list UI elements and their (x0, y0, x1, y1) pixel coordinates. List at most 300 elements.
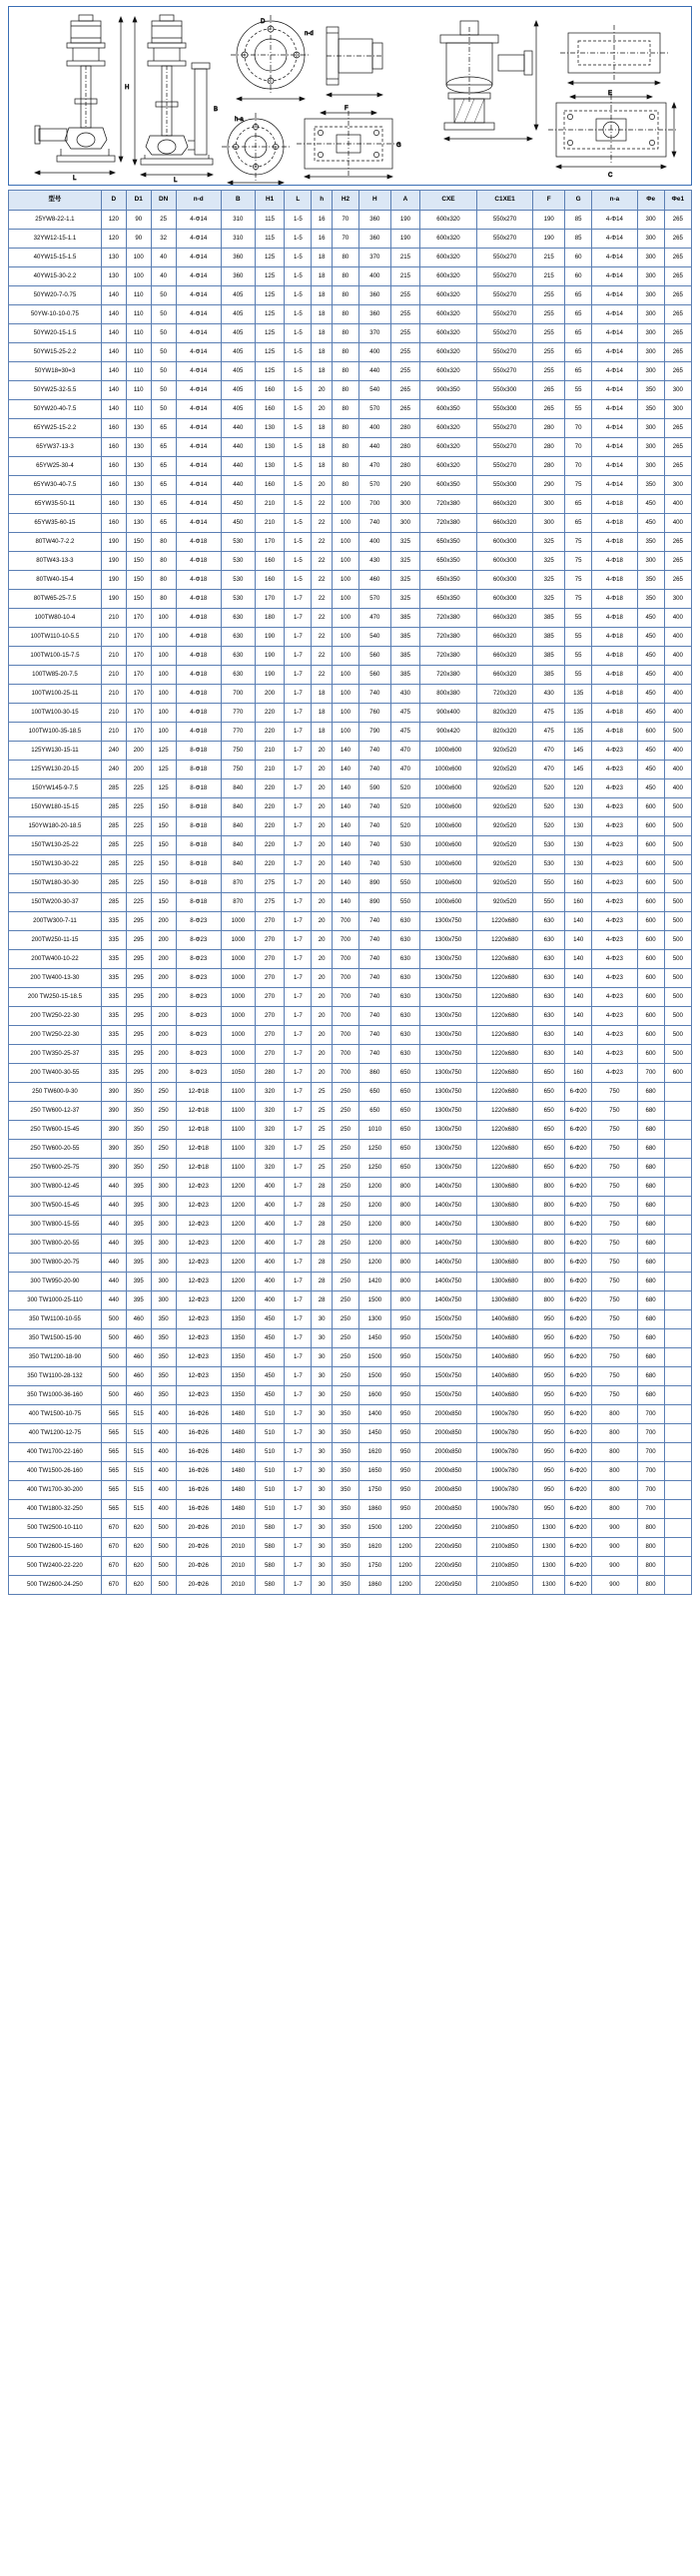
cell-value: 1-5 (285, 343, 312, 362)
cell-value: 360 (359, 230, 391, 249)
cell-value: 800 (592, 1424, 637, 1443)
table-row (9, 590, 692, 609)
cell-value: 520 (390, 798, 419, 817)
cell-value: 385 (533, 628, 565, 647)
cell-value: 4-Φ23 (592, 874, 637, 893)
cell-value: 65 (151, 419, 176, 438)
cell-model: 50YW20-15-1.5 (9, 324, 102, 343)
cell-value: 4-Φ14 (176, 343, 221, 362)
cell-value: 4-Φ18 (592, 647, 637, 666)
cell-value: 300 (637, 324, 664, 343)
cell-value: 840 (221, 836, 255, 855)
cell-value: 360 (359, 211, 391, 230)
cell-value: 160 (255, 476, 284, 495)
cell-value: 160 (565, 874, 592, 893)
cell-value: 140 (332, 855, 358, 874)
cell-value: 740 (359, 1007, 391, 1026)
cell-value: 740 (359, 969, 391, 988)
cell-value: 20 (312, 476, 332, 495)
cell-value: 750 (221, 761, 255, 779)
cell-value: 550x270 (476, 249, 533, 267)
cell-value: 265 (664, 438, 691, 457)
cell-value: 285 (101, 855, 126, 874)
cell-value: 400 (255, 1235, 284, 1254)
cell-value: 12-Φ18 (176, 1102, 221, 1121)
cell-value: 22 (312, 666, 332, 685)
cell-model: 40YW15-15-1.5 (9, 249, 102, 267)
cell-value: 1010 (359, 1121, 391, 1140)
cell-model: 250 TW600-20-55 (9, 1140, 102, 1159)
cell-value: 12-Φ23 (176, 1254, 221, 1273)
cell-value: 680 (637, 1367, 664, 1386)
cell-value: 1-7 (285, 685, 312, 704)
cell-value: 800 (533, 1291, 565, 1310)
cell-value: 2200x950 (420, 1557, 477, 1576)
cell-value: 85 (565, 230, 592, 249)
cell-value: 510 (255, 1500, 284, 1519)
cell-value: 750 (221, 742, 255, 761)
cell-value: 280 (390, 419, 419, 438)
cell-value: 520 (533, 817, 565, 836)
cell-value: 750 (592, 1216, 637, 1235)
cell-value: 125 (255, 362, 284, 381)
cell-value: 1050 (221, 1064, 255, 1083)
cell-value: 600x320 (420, 457, 477, 476)
cell-value: 265 (664, 286, 691, 305)
cell-value: 760 (359, 704, 391, 723)
cell-value: 295 (126, 950, 151, 969)
cell-value: 285 (101, 817, 126, 836)
cell-value: 100 (151, 666, 176, 685)
cell-value: 600 (637, 950, 664, 969)
cell-value: 65 (151, 495, 176, 514)
cell-value: 630 (390, 950, 419, 969)
cell-value: 1000x600 (420, 798, 477, 817)
cell-value: 210 (101, 666, 126, 685)
cell-value: 335 (101, 931, 126, 950)
cell-value: 500 (151, 1576, 176, 1595)
cell-model: 350 TW1000-36-160 (9, 1386, 102, 1405)
cell-value: 300 (637, 419, 664, 438)
cell-value: 900 (592, 1519, 637, 1538)
cell-value: 20 (312, 798, 332, 817)
cell-value: 55 (565, 381, 592, 400)
cell-value: 1-7 (285, 1538, 312, 1557)
cell-value: 450 (255, 1348, 284, 1367)
cell-value: 550x270 (476, 419, 533, 438)
cell-value: 1300 (533, 1538, 565, 1557)
cell-value: 265 (664, 211, 691, 230)
cell-model: 250 TW600-15-45 (9, 1121, 102, 1140)
cell-model: 350 TW1100-28-132 (9, 1367, 102, 1386)
cell-value: 100 (332, 514, 358, 533)
cell-value: 650 (390, 1140, 419, 1159)
cell-value: 1400x750 (420, 1273, 477, 1291)
cell-value: 470 (359, 457, 391, 476)
table-row (9, 1291, 692, 1310)
cell-value: 265 (664, 419, 691, 438)
cell-value: 920x520 (476, 893, 533, 912)
cell-value: 400 (664, 495, 691, 514)
cell-value: 1200 (359, 1197, 391, 1216)
cell-value: 950 (533, 1481, 565, 1500)
cell-value: 500 (101, 1348, 126, 1367)
col-header-d: D (101, 191, 126, 211)
cell-value: 4-Φ18 (592, 704, 637, 723)
cell-value: 400 (664, 742, 691, 761)
cell-value: 405 (221, 305, 255, 324)
cell-value: 770 (221, 723, 255, 742)
cell-value: 100 (332, 609, 358, 628)
cell-value: 190 (533, 211, 565, 230)
cell-value: 150 (151, 836, 176, 855)
cell-value: 660x320 (476, 609, 533, 628)
cell-value: 285 (101, 874, 126, 893)
col-header-h: H (359, 191, 391, 211)
cell-value: 560 (359, 647, 391, 666)
cell-value: 1-5 (285, 249, 312, 267)
cell-value: 2000x850 (420, 1405, 477, 1424)
cell-value: 270 (255, 1026, 284, 1045)
cell-value: 150 (126, 552, 151, 571)
cell-value: 1-7 (285, 969, 312, 988)
cell-value: 600 (664, 1064, 691, 1083)
cell-value: 1200 (359, 1216, 391, 1235)
cell-value: 1-5 (285, 230, 312, 249)
cell-value: 140 (565, 1045, 592, 1064)
cell-value: 210 (255, 514, 284, 533)
cell-value: 4-Φ14 (592, 211, 637, 230)
cell-value: 350 (151, 1348, 176, 1367)
cell-value: 4-Φ14 (592, 267, 637, 286)
cell-value: 890 (359, 893, 391, 912)
cell-value: 225 (126, 855, 151, 874)
cell-value: 550x270 (476, 230, 533, 249)
cell-value: 670 (101, 1557, 126, 1576)
cell-value: 140 (565, 988, 592, 1007)
cell-value: 2200x950 (420, 1538, 477, 1557)
cell-model: 100TW100-15-7.5 (9, 647, 102, 666)
svg-text:G: G (396, 143, 401, 149)
cell-value: 270 (255, 1007, 284, 1026)
cell-value: 600x350 (420, 476, 477, 495)
cell-value: 200 (151, 912, 176, 931)
cell-value: 450 (637, 779, 664, 798)
table-row (9, 249, 692, 267)
cell-value: 250 (332, 1102, 358, 1121)
cell-value (664, 1235, 691, 1254)
cell-value: 395 (126, 1254, 151, 1273)
cell-value: 335 (101, 1045, 126, 1064)
cell-model: 500 TW2500-10-110 (9, 1519, 102, 1538)
cell-value: 55 (565, 666, 592, 685)
cell-value: 405 (221, 324, 255, 343)
cell-value: 255 (390, 324, 419, 343)
cell-model: 100TW85-20-7.5 (9, 666, 102, 685)
cell-value: 920x520 (476, 742, 533, 761)
table-row (9, 704, 692, 723)
cell-value: 80 (332, 249, 358, 267)
cell-value: 100 (332, 533, 358, 552)
cell-model: 50YW18=30=3 (9, 362, 102, 381)
cell-value: 550 (533, 874, 565, 893)
cell-value: 630 (390, 931, 419, 950)
cell-value: 75 (565, 590, 592, 609)
table-row (9, 742, 692, 761)
cell-value: 1200 (359, 1235, 391, 1254)
cell-value: 500 (664, 912, 691, 931)
cell-value: 1-7 (285, 1329, 312, 1348)
cell-value: 510 (255, 1481, 284, 1500)
cell-value: 20 (312, 969, 332, 988)
cell-value: 4-Φ23 (592, 779, 637, 798)
cell-value: 310 (221, 211, 255, 230)
cell-value: 600x320 (420, 438, 477, 457)
cell-value: 400 (664, 685, 691, 704)
cell-value: 160 (101, 457, 126, 476)
cell-value: 70 (565, 419, 592, 438)
cell-value: 6-Φ20 (565, 1424, 592, 1443)
table-row (9, 571, 692, 590)
cell-value: 160 (101, 419, 126, 438)
cell-value: 1480 (221, 1481, 255, 1500)
cell-model: 100TW100-25-11 (9, 685, 102, 704)
cell-value: 1400x750 (420, 1178, 477, 1197)
cell-value: 140 (101, 286, 126, 305)
cell-value: 620 (126, 1557, 151, 1576)
cell-value: 80 (332, 457, 358, 476)
cell-value: 630 (221, 609, 255, 628)
cell-value: 300 (151, 1197, 176, 1216)
cell-value: 215 (533, 267, 565, 286)
cell-value: 350 (637, 590, 664, 609)
cell-value: 210 (101, 723, 126, 742)
cell-value: 1000x600 (420, 742, 477, 761)
cell-value: 100 (332, 495, 358, 514)
cell-value: 700 (332, 988, 358, 1007)
cell-value: 25 (151, 211, 176, 230)
cell-value: 750 (592, 1159, 637, 1178)
cell-value: 1300 (359, 1310, 391, 1329)
cell-value: 225 (126, 836, 151, 855)
cell-value: 30 (312, 1538, 332, 1557)
cell-value: 460 (126, 1386, 151, 1405)
cell-value: 400 (151, 1500, 176, 1519)
cell-model: 65YW30-40-7.5 (9, 476, 102, 495)
cell-model: 150YW145-9-7.5 (9, 779, 102, 798)
cell-value: 500 (101, 1367, 126, 1386)
cell-value: 12-Φ23 (176, 1178, 221, 1197)
cell-value: 400 (359, 419, 391, 438)
cell-value: 450 (637, 685, 664, 704)
cell-value: 680 (637, 1329, 664, 1348)
cell-value: 840 (221, 817, 255, 836)
cell-value: 720x380 (420, 495, 477, 514)
cell-value: 80 (332, 476, 358, 495)
pump-elevation-left (35, 15, 123, 175)
cell-value: 110 (126, 324, 151, 343)
cell-value: 12-Φ23 (176, 1367, 221, 1386)
cell-value: 240 (101, 761, 126, 779)
cell-value: 18 (312, 704, 332, 723)
cell-value: 1-7 (285, 893, 312, 912)
cell-value: 12-Φ23 (176, 1197, 221, 1216)
cell-value: 4-Φ14 (176, 249, 221, 267)
cell-value: 470 (390, 742, 419, 761)
cell-value: 200 (151, 1026, 176, 1045)
cell-value: 1-7 (285, 1273, 312, 1291)
cell-value: 140 (565, 931, 592, 950)
cell-value: 1400 (359, 1405, 391, 1424)
cell-value: 4-Φ14 (592, 230, 637, 249)
cell-value: 1400x680 (476, 1348, 533, 1367)
cell-value: 1480 (221, 1424, 255, 1443)
cell-value: 400 (255, 1216, 284, 1235)
col-header-l: L (285, 191, 312, 211)
cell-value: 600 (637, 1007, 664, 1026)
cell-value: 700 (637, 1405, 664, 1424)
cell-value: 395 (126, 1178, 151, 1197)
cell-value: 500 (664, 836, 691, 855)
cell-value: 8-Φ23 (176, 950, 221, 969)
cell-value: 1-5 (285, 286, 312, 305)
cell-value: 1200 (221, 1254, 255, 1273)
cell-value: 6-Φ20 (565, 1273, 592, 1291)
cell-value: 1000x600 (420, 893, 477, 912)
cell-value: 250 (332, 1329, 358, 1348)
cell-value: 440 (221, 476, 255, 495)
cell-value: 325 (533, 552, 565, 571)
cell-value: 1-5 (285, 533, 312, 552)
cell-value: 570 (359, 476, 391, 495)
cell-value: 1300x750 (420, 1045, 477, 1064)
cell-value: 40 (151, 267, 176, 286)
cell-value: 405 (221, 400, 255, 419)
cell-value: 1-7 (285, 1083, 312, 1102)
cell-model: 40YW15-30-2.2 (9, 267, 102, 286)
cell-value: 4-Φ18 (592, 514, 637, 533)
table-row (9, 1367, 692, 1386)
cell-value: 670 (101, 1519, 126, 1538)
cell-value: 20-Φ26 (176, 1538, 221, 1557)
cell-value: 500 (101, 1386, 126, 1405)
table-row (9, 1273, 692, 1291)
cell-value: 470 (359, 609, 391, 628)
cell-value: 950 (390, 1481, 419, 1500)
cell-value: 1300x680 (476, 1235, 533, 1254)
cell-value: 590 (359, 779, 391, 798)
cell-value: 1-7 (285, 1424, 312, 1443)
cell-value: 360 (359, 305, 391, 324)
cell-model: 300 TW950-20-90 (9, 1273, 102, 1291)
table-row (9, 779, 692, 798)
cell-value: 1000x600 (420, 779, 477, 798)
cell-value: 600 (637, 817, 664, 836)
table-row (9, 1121, 692, 1140)
table-row (9, 1235, 692, 1254)
cell-value: 390 (101, 1102, 126, 1121)
cell-value: 28 (312, 1178, 332, 1197)
cell-value: 6-Φ20 (565, 1481, 592, 1500)
cell-value: 600x320 (420, 362, 477, 381)
cell-value: 1-7 (285, 761, 312, 779)
cell-value: 1-7 (285, 1443, 312, 1462)
cell-value: 1400x680 (476, 1386, 533, 1405)
cell-value: 720x320 (476, 685, 533, 704)
flange-side-section (327, 27, 382, 97)
cell-value: 80 (332, 438, 358, 457)
cell-model: 200 TW250-15-18.5 (9, 988, 102, 1007)
cell-value (664, 1121, 691, 1140)
cell-value: 600x320 (420, 286, 477, 305)
cell-value: 630 (221, 647, 255, 666)
cell-value: 920x520 (476, 798, 533, 817)
cell-value: 405 (221, 343, 255, 362)
cell-value: 630 (533, 1026, 565, 1045)
cell-value: 720x380 (420, 666, 477, 685)
cell-value: 6-Φ20 (565, 1557, 592, 1576)
cell-value: 8-Φ23 (176, 1064, 221, 1083)
cell-value: 400 (255, 1291, 284, 1310)
cell-value: 440 (359, 362, 391, 381)
table-row (9, 836, 692, 855)
cell-value: 740 (359, 742, 391, 761)
cell-value: 250 (332, 1273, 358, 1291)
cell-value: 300 (637, 457, 664, 476)
cell-value: 1-5 (285, 514, 312, 533)
cell-value: 540 (359, 628, 391, 647)
cell-value: 1-7 (285, 1102, 312, 1121)
cell-value: 660x320 (476, 514, 533, 533)
cell-value: 145 (565, 761, 592, 779)
cell-value: 1-7 (285, 1235, 312, 1254)
table-row (9, 1405, 692, 1424)
cell-model: 300 TW800-20-55 (9, 1235, 102, 1254)
cell-value: 870 (221, 893, 255, 912)
cell-value: 255 (390, 362, 419, 381)
cell-value: 1500x750 (420, 1367, 477, 1386)
cell-value: 800 (637, 1519, 664, 1538)
cell-value: 20 (312, 893, 332, 912)
cell-value: 25 (312, 1102, 332, 1121)
cell-model: 100TW80-10-4 (9, 609, 102, 628)
cell-value: 12-Φ18 (176, 1140, 221, 1159)
cell-value: 700 (332, 1026, 358, 1045)
cell-value: 520 (533, 779, 565, 798)
cell-value: 550x270 (476, 362, 533, 381)
table-row (9, 476, 692, 495)
cell-value: 530 (533, 855, 565, 874)
cell-value: 12-Φ18 (176, 1159, 221, 1178)
cell-value: 18 (312, 286, 332, 305)
cell-value: 1-7 (285, 666, 312, 685)
cell-value: 100 (126, 267, 151, 286)
cell-value: 550x270 (476, 286, 533, 305)
cell-value: 1-7 (285, 1348, 312, 1367)
cell-value: 680 (637, 1140, 664, 1159)
cell-model: 300 TW800-12-45 (9, 1178, 102, 1197)
cell-value: 4-Φ23 (592, 817, 637, 836)
cell-value: 250 (332, 1121, 358, 1140)
table-row (9, 1045, 692, 1064)
cell-value: 800 (592, 1481, 637, 1500)
cell-value: 2000x850 (420, 1443, 477, 1462)
cell-value: 12-Φ23 (176, 1216, 221, 1235)
cell-value: 20 (312, 1064, 332, 1083)
cell-model: 200 TW350-25-37 (9, 1045, 102, 1064)
cell-value (664, 1348, 691, 1367)
cell-value: 280 (533, 438, 565, 457)
